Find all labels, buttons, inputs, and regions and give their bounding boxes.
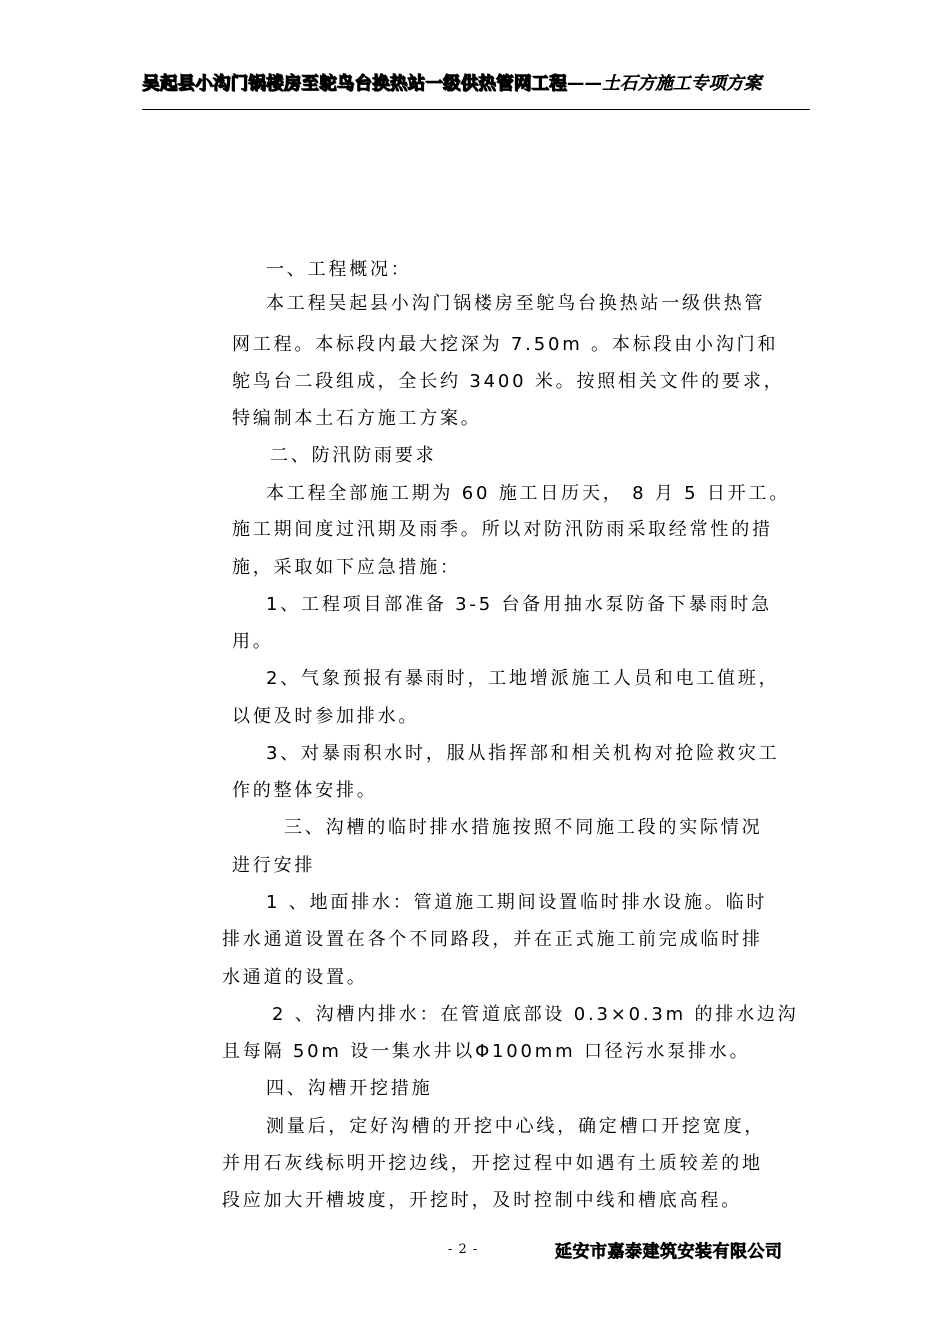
paragraph-line: 本工程吴起县小沟门锅楼房至鸵鸟台换热站一级供热管: [266, 293, 766, 314]
paragraph-line: 施，采取如下应急措施：: [232, 557, 461, 578]
paragraph-line: 特编制本土石方施工方案。: [232, 408, 482, 429]
document-title: [142, 70, 762, 95]
paragraph-line: 测量后，定好沟槽的开挖中心线，确定槽口开挖宽度，: [266, 1116, 766, 1137]
document-title-suffix: 土石方施工专项方案: [602, 74, 762, 94]
section-heading-2: 二、防汛防雨要求: [270, 445, 437, 466]
company-name: 延安市嘉泰建筑安装有限公司: [555, 1242, 783, 1262]
paragraph-line: 段应加大开槽坡度，开挖时，及时控制中线和槽底高程。: [222, 1190, 742, 1211]
header-divider: [142, 109, 810, 110]
paragraph-line: 以便及时参加排水。: [232, 706, 420, 727]
list-item: 1、工程项目部准备 3-5 台备用抽水泵防备下暴雨时急: [266, 594, 772, 615]
list-item: 2 、沟槽内排水：在管道底部设 0.3×0.3m 的排水边沟: [272, 1004, 799, 1025]
paragraph-line: 水通道的设置。: [222, 967, 368, 988]
paragraph-line: 且每隔 50m 设一集水井以Φ100mm 口径污水泵排水。: [222, 1041, 751, 1062]
paragraph-line: 进行安排: [232, 855, 316, 876]
paragraph-line: 排水通道设置在各个不同路段，并在正式施工前完成临时排: [222, 929, 763, 950]
page-header: [142, 70, 810, 106]
page-number: - 2 -: [448, 1242, 479, 1257]
title-dash: ——: [566, 74, 603, 94]
section-heading-4: 四、沟槽开挖措施: [266, 1078, 433, 1099]
paragraph-line: 本工程全部施工期为 60 施工日历天， 8 月 5 日开工。: [266, 483, 791, 504]
section-heading-1: 一、工程概况：: [266, 259, 412, 280]
paragraph-line: 网工程。本标段内最大挖深为 7.50m 。本标段由小沟门和: [232, 334, 779, 355]
paragraph-line: 鸵鸟台二段组成，全长约 3400 米。按照相关文件的要求，: [232, 371, 785, 392]
document-title-main: 吴起县小沟门锅楼房至鸵鸟台换热站一级供热管网工程: [142, 74, 567, 94]
paragraph-line: 用。: [232, 631, 274, 652]
list-item: 3、对暴雨积水时，服从指挥部和相关机构对抢险救灾工: [266, 743, 780, 764]
list-item: 1 、地面排水：管道施工期间设置临时排水设施。临时: [266, 892, 768, 913]
paragraph-line: 施工期间度过汛期及雨季。所以对防汛防雨采取经常性的措: [232, 519, 773, 540]
paragraph-line: 并用石灰线标明开挖边线，开挖过程中如遇有土质较差的地: [222, 1153, 763, 1174]
section-heading-3: 三、沟槽的临时排水措施按照不同施工段的实际情况: [284, 817, 763, 838]
list-item: 2、气象预报有暴雨时，工地增派施工人员和电工值班，: [266, 668, 780, 689]
paragraph-line: 作的整体安排。: [232, 780, 378, 801]
